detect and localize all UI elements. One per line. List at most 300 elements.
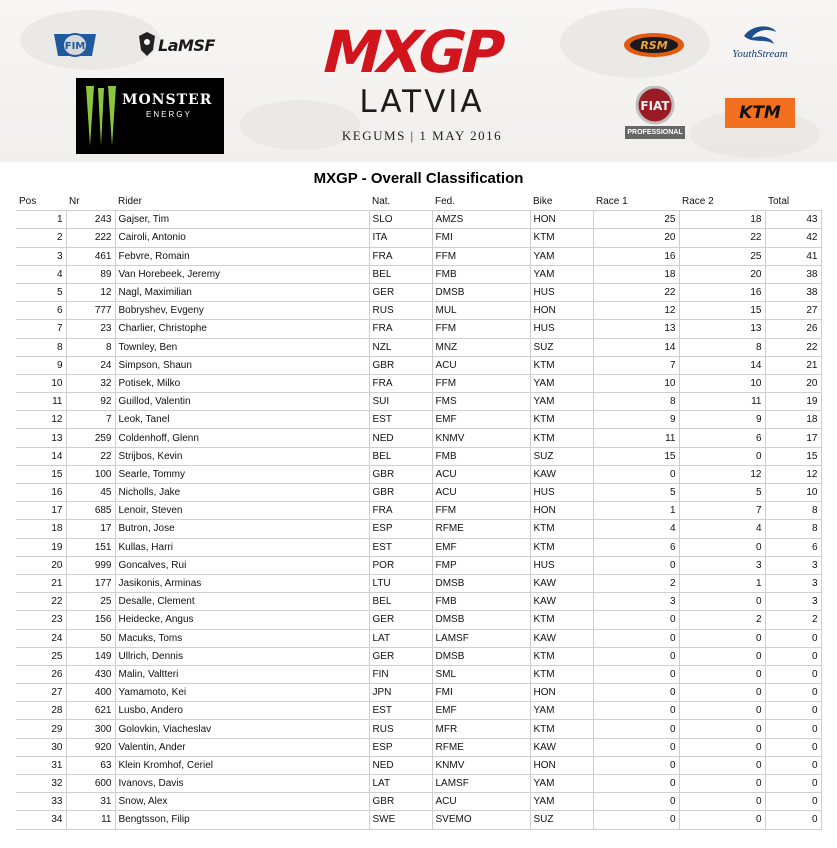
cell-race1: 0 [593,684,679,702]
cell-race2: 13 [679,320,765,338]
cell-fed: AMZS [432,211,530,229]
cell-bike: SUZ [530,447,593,465]
cell-race1: 15 [593,447,679,465]
table-row [16,229,821,247]
cell-fed: FFM [432,320,530,338]
cell-pos: 23 [16,611,66,629]
cell-pos: 18 [16,520,66,538]
cell-fed: ACU [432,793,530,811]
cell-pos: 33 [16,793,66,811]
cell-total: 0 [765,629,821,647]
lamsf-logo [136,32,226,60]
table-row [16,465,821,483]
monster-logo-text: MONSTER [122,92,213,108]
cell-pos: 31 [16,756,66,774]
cell-nat: ESP [369,520,432,538]
cell-race2: 0 [679,593,765,611]
cell-race2: 4 [679,520,765,538]
cell-race1: 0 [593,611,679,629]
cell-fed: EMF [432,702,530,720]
table-row [16,593,821,611]
cell-fed: DMSB [432,611,530,629]
cell-race2: 22 [679,229,765,247]
table-row [16,247,821,265]
cell-race2: 10 [679,374,765,392]
cell-bike: HUS [530,484,593,502]
cell-rider: Ullrich, Dennis [115,647,369,665]
table-row [16,356,821,374]
cell-race2: 16 [679,283,765,301]
cell-fed: LAMSF [432,629,530,647]
cell-nat: SLO [369,211,432,229]
cell-rider: Nagl, Maximilian [115,283,369,301]
table-header-row [16,193,821,211]
cell-pos: 12 [16,411,66,429]
table-row [16,738,821,756]
cell-race1: 16 [593,247,679,265]
cell-race1: 0 [593,665,679,683]
cell-bike: HON [530,211,593,229]
cell-total: 43 [765,211,821,229]
cell-total: 8 [765,520,821,538]
cell-fed: DMSB [432,647,530,665]
cell-nat: EST [369,538,432,556]
table-row [16,684,821,702]
cell-fed: FMP [432,556,530,574]
cell-bike: HON [530,756,593,774]
cell-fed: ACU [432,356,530,374]
table-row [16,702,821,720]
cell-nr: 177 [66,574,115,592]
fiat-professional-logo [625,86,685,142]
table-row [16,720,821,738]
cell-total: 27 [765,302,821,320]
cell-fed: FMB [432,593,530,611]
cell-nr: 31 [66,793,115,811]
cell-bike: KTM [530,429,593,447]
table-row [16,374,821,392]
cell-total: 0 [765,793,821,811]
cell-bike: HON [530,502,593,520]
cell-total: 21 [765,356,821,374]
cell-pos: 11 [16,393,66,411]
column-header-race2: Race 2 [682,196,714,208]
ktm-logo [725,98,795,128]
cell-pos: 15 [16,465,66,483]
cell-pos: 28 [16,702,66,720]
cell-nr: 17 [66,520,115,538]
cell-pos: 17 [16,502,66,520]
cell-nr: 89 [66,265,115,283]
cell-total: 0 [765,665,821,683]
cell-race1: 11 [593,429,679,447]
cell-bike: KTM [530,611,593,629]
cell-rider: Ivanovs, Davis [115,775,369,793]
cell-race2: 25 [679,247,765,265]
table-row [16,574,821,592]
cell-pos: 10 [16,374,66,392]
table-row [16,629,821,647]
cell-bike: HUS [530,283,593,301]
cell-bike: KTM [530,665,593,683]
cell-nat: BEL [369,265,432,283]
event-title: LATVIA [359,84,485,120]
cell-nr: 777 [66,302,115,320]
table-row [16,265,821,283]
cell-race1: 1 [593,502,679,520]
cell-total: 19 [765,393,821,411]
cell-nr: 100 [66,465,115,483]
cell-bike: KTM [530,229,593,247]
cell-nat: JPN [369,684,432,702]
cell-nat: RUS [369,302,432,320]
cell-bike: HUS [530,556,593,574]
cell-nat: NED [369,429,432,447]
table-row [16,447,821,465]
cell-fed: DMSB [432,574,530,592]
cell-pos: 13 [16,429,66,447]
cell-rider: Bobryshev, Evgeny [115,302,369,320]
cell-fed: KNMV [432,756,530,774]
cell-total: 15 [765,447,821,465]
lamsf-logo-text: LaMSF [158,36,215,55]
cell-nr: 45 [66,484,115,502]
cell-nr: 430 [66,665,115,683]
cell-race1: 9 [593,411,679,429]
table-row [16,793,821,811]
mxgp-logo [314,20,528,78]
cell-fed: RFME [432,738,530,756]
cell-total: 18 [765,411,821,429]
cell-fed: SML [432,665,530,683]
cell-nat: LTU [369,574,432,592]
cell-pos: 22 [16,593,66,611]
cell-fed: DMSB [432,283,530,301]
mxgp-logo-text: MXGP [315,20,510,78]
cell-race2: 0 [679,720,765,738]
column-header-rider: Rider [118,196,142,208]
cell-nr: 50 [66,629,115,647]
cell-pos: 9 [16,356,66,374]
cell-pos: 24 [16,629,66,647]
cell-race2: 0 [679,647,765,665]
cell-rider: Kullas, Harri [115,538,369,556]
cell-race1: 0 [593,756,679,774]
cell-nat: LAT [369,775,432,793]
cell-bike: YAM [530,793,593,811]
cell-bike: KAW [530,574,593,592]
rsm-logo [623,32,685,58]
cell-nr: 461 [66,247,115,265]
cell-race1: 2 [593,574,679,592]
cell-total: 0 [765,811,821,829]
cell-race2: 0 [679,702,765,720]
cell-race1: 6 [593,538,679,556]
cell-nr: 621 [66,702,115,720]
cell-bike: YAM [530,702,593,720]
cell-bike: YAM [530,374,593,392]
cell-pos: 5 [16,283,66,301]
column-header-race1: Race 1 [596,196,628,208]
fiat-professional-label: PROFESSIONAL [625,126,685,139]
cell-rider: Klein Kromhof, Ceriel [115,756,369,774]
cell-race1: 18 [593,265,679,283]
table-row [16,411,821,429]
cell-bike: YAM [530,265,593,283]
cell-race2: 0 [679,793,765,811]
table-row [16,283,821,301]
cell-rider: Goncalves, Rui [115,556,369,574]
ktm-logo-text: KTM [739,103,781,123]
cell-fed: FMI [432,684,530,702]
cell-race1: 22 [593,283,679,301]
cell-fed: FMS [432,393,530,411]
cell-nr: 400 [66,684,115,702]
cell-race2: 15 [679,302,765,320]
cell-race2: 1 [679,574,765,592]
cell-rider: Jasikonis, Arminas [115,574,369,592]
cell-nat: NED [369,756,432,774]
table-row [16,211,821,229]
cell-rider: Macuks, Toms [115,629,369,647]
cell-fed: EMF [432,411,530,429]
table-row [16,665,821,683]
cell-pos: 20 [16,556,66,574]
cell-bike: HON [530,684,593,702]
cell-race1: 0 [593,738,679,756]
table-row [16,756,821,774]
cell-nat: POR [369,556,432,574]
cell-rider: Nicholls, Jake [115,484,369,502]
cell-nat: ITA [369,229,432,247]
cell-total: 22 [765,338,821,356]
cell-nr: 920 [66,738,115,756]
cell-total: 38 [765,265,821,283]
cell-total: 12 [765,465,821,483]
cell-total: 8 [765,502,821,520]
cell-nr: 149 [66,647,115,665]
cell-race2: 11 [679,393,765,411]
cell-fed: MFR [432,720,530,738]
cell-nat: ESP [369,738,432,756]
table-row [16,302,821,320]
cell-nat: EST [369,411,432,429]
cell-nat: NZL [369,338,432,356]
cell-race2: 2 [679,611,765,629]
cell-bike: KTM [530,720,593,738]
cell-nr: 24 [66,356,115,374]
cell-fed: MNZ [432,338,530,356]
cell-nr: 11 [66,811,115,829]
cell-rider: Cairoli, Antonio [115,229,369,247]
cell-race1: 4 [593,520,679,538]
event-date: KEGUMS | 1 MAY 2016 [341,128,503,143]
cell-nr: 156 [66,611,115,629]
cell-bike: SUZ [530,811,593,829]
cell-total: 3 [765,574,821,592]
cell-bike: KAW [530,629,593,647]
cell-race1: 0 [593,702,679,720]
cell-nr: 22 [66,447,115,465]
cell-rider: Simpson, Shaun [115,356,369,374]
cell-nr: 600 [66,775,115,793]
fim-logo [52,26,98,64]
cell-race2: 12 [679,465,765,483]
cell-bike: YAM [530,247,593,265]
table-row [16,484,821,502]
cell-nr: 222 [66,229,115,247]
table-row [16,647,821,665]
cell-total: 0 [765,756,821,774]
table-row [16,502,821,520]
cell-fed: EMF [432,538,530,556]
cell-rider: Potisek, Milko [115,374,369,392]
cell-nat: GBR [369,356,432,374]
cell-bike: YAM [530,775,593,793]
cell-pos: 34 [16,811,66,829]
cell-pos: 2 [16,229,66,247]
cell-pos: 21 [16,574,66,592]
fim-logo-text: FIM [64,41,86,52]
cell-rider: Valentin, Ander [115,738,369,756]
youthstream-logo [722,24,798,68]
cell-race1: 0 [593,465,679,483]
cell-race1: 0 [593,556,679,574]
table-row [16,338,821,356]
cell-rider: Leok, Tanel [115,411,369,429]
cell-pos: 27 [16,684,66,702]
cell-pos: 14 [16,447,66,465]
table-row [16,393,821,411]
cell-fed: LAMSF [432,775,530,793]
cell-nat: BEL [369,447,432,465]
cell-race2: 5 [679,484,765,502]
cell-nr: 300 [66,720,115,738]
cell-bike: KAW [530,593,593,611]
cell-race2: 7 [679,502,765,520]
cell-race2: 0 [679,775,765,793]
cell-rider: Desalle, Clement [115,593,369,611]
column-header-nr: Nr [69,196,80,208]
cell-fed: FFM [432,502,530,520]
cell-nat: GER [369,647,432,665]
cell-total: 0 [765,720,821,738]
cell-fed: FMI [432,229,530,247]
cell-race2: 0 [679,447,765,465]
table-row [16,538,821,556]
cell-rider: Heidecke, Angus [115,611,369,629]
cell-nat: FIN [369,665,432,683]
cell-pos: 7 [16,320,66,338]
cell-nr: 999 [66,556,115,574]
cell-bike: KTM [530,356,593,374]
cell-bike: KTM [530,538,593,556]
cell-nr: 243 [66,211,115,229]
cell-rider: Van Horebeek, Jeremy [115,265,369,283]
cell-race1: 5 [593,484,679,502]
cell-total: 0 [765,702,821,720]
cell-bike: KAW [530,465,593,483]
cell-race2: 3 [679,556,765,574]
cell-rider: Butron, Jose [115,520,369,538]
table-row [16,775,821,793]
cell-nat: BEL [369,593,432,611]
cell-race2: 0 [679,684,765,702]
column-header-bike: Bike [533,196,553,208]
cell-nat: SUI [369,393,432,411]
cell-total: 0 [765,647,821,665]
cell-pos: 29 [16,720,66,738]
cell-pos: 3 [16,247,66,265]
cell-pos: 30 [16,738,66,756]
cell-pos: 26 [16,665,66,683]
cell-nat: GBR [369,793,432,811]
cell-race1: 0 [593,811,679,829]
cell-rider: Strijbos, Kevin [115,447,369,465]
cell-rider: Malin, Valtteri [115,665,369,683]
cell-total: 3 [765,556,821,574]
table-row [16,811,821,829]
cell-nat: FRA [369,320,432,338]
cell-race2: 8 [679,338,765,356]
cell-rider: Gajser, Tim [115,211,369,229]
cell-race2: 0 [679,629,765,647]
cell-fed: KNMV [432,429,530,447]
cell-fed: FFM [432,374,530,392]
cell-nat: FRA [369,374,432,392]
cell-race1: 0 [593,647,679,665]
cell-race2: 0 [679,756,765,774]
cell-rider: Golovkin, Viacheslav [115,720,369,738]
table-row [16,556,821,574]
cell-race1: 0 [593,793,679,811]
cell-total: 0 [765,775,821,793]
cell-rider: Snow, Alex [115,793,369,811]
column-header-nat: Nat. [372,196,391,208]
cell-nat: GER [369,283,432,301]
cell-total: 2 [765,611,821,629]
cell-total: 17 [765,429,821,447]
cell-bike: HON [530,302,593,320]
cell-total: 0 [765,684,821,702]
table-row [16,429,821,447]
cell-race1: 0 [593,775,679,793]
cell-rider: Lenoir, Steven [115,502,369,520]
cell-rider: Febvre, Romain [115,247,369,265]
column-header-total: Total [768,196,790,208]
table-row [16,520,821,538]
cell-fed: FMB [432,447,530,465]
cell-race2: 20 [679,265,765,283]
cell-total: 38 [765,283,821,301]
cell-nr: 32 [66,374,115,392]
cell-nr: 7 [66,411,115,429]
cell-total: 41 [765,247,821,265]
cell-fed: FFM [432,247,530,265]
cell-pos: 25 [16,647,66,665]
cell-fed: MUL [432,302,530,320]
cell-pos: 16 [16,484,66,502]
cell-nat: SWE [369,811,432,829]
cell-total: 6 [765,538,821,556]
cell-race1: 3 [593,593,679,611]
cell-pos: 32 [16,775,66,793]
cell-total: 26 [765,320,821,338]
cell-bike: KTM [530,411,593,429]
cell-nr: 63 [66,756,115,774]
column-header-fed: Fed. [435,196,456,208]
cell-nr: 12 [66,283,115,301]
